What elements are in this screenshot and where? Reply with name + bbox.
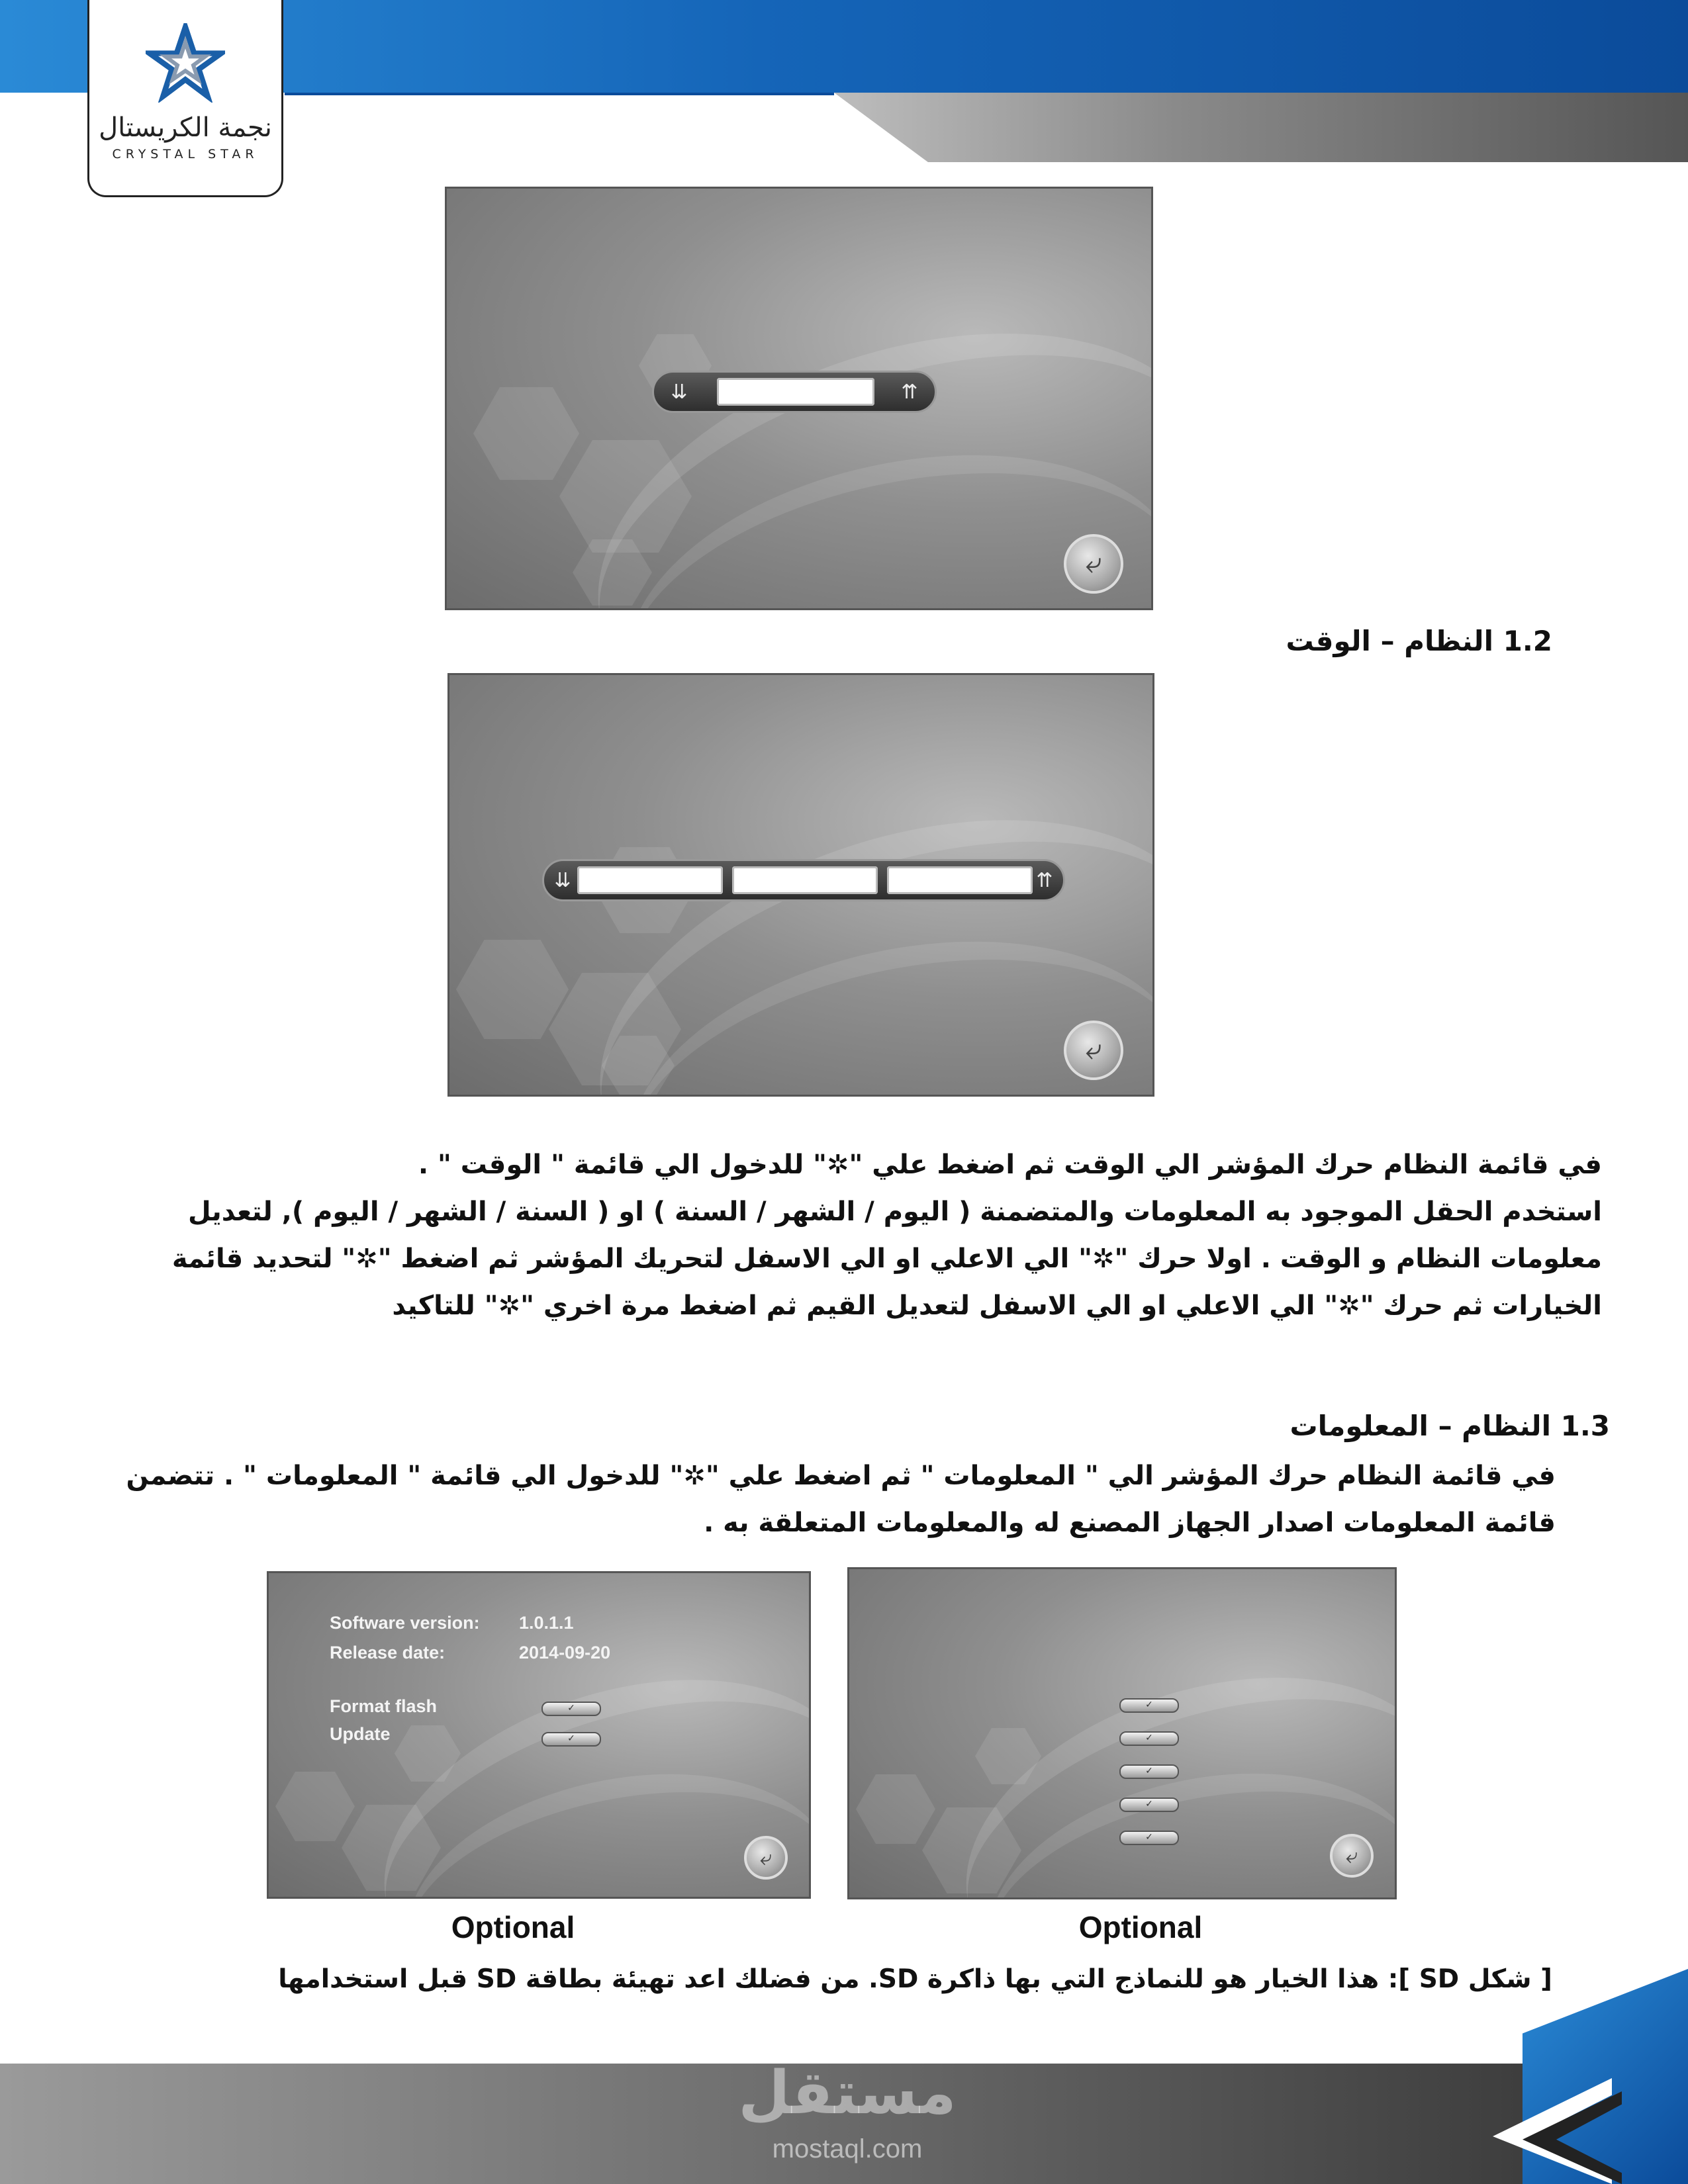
format-flash-label: Format flash: [330, 1696, 438, 1716]
section-1-2-heading: 1.2 النظام – الوقت: [1286, 625, 1552, 657]
optional-caption-left: Optional: [451, 1910, 575, 1944]
section-1-3-paragraph: [66, 1453, 1556, 1547]
option-confirm-button[interactable]: [1119, 1764, 1179, 1779]
star-logo-icon: [146, 23, 225, 103]
paragraph-line: في قائمة النظام حرك المؤشر الي الوقت ثم اضغط علي "✲" للدخول الي قائمة " الوقت " .: [418, 1150, 1602, 1180]
back-arrow-icon: ⤶: [1085, 546, 1102, 580]
checkmark-icon: ✓: [1145, 1700, 1153, 1710]
value-spinner[interactable]: [652, 371, 937, 413]
logo-arabic-text: نجمة الكريستال: [99, 113, 272, 143]
decrease-arrow-icon[interactable]: ⇊: [671, 381, 688, 404]
background-hexagon: [856, 1774, 935, 1844]
background-hexagon: [473, 387, 579, 480]
decrease-arrow-icon[interactable]: ⇊: [554, 869, 571, 892]
checkmark-icon: ✓: [1145, 1766, 1153, 1776]
header-divider: [285, 93, 834, 95]
software-version-value: 1.0.1.1: [519, 1613, 574, 1633]
back-arrow-icon: ⤶: [760, 1845, 772, 1870]
sd-note: [ شكل SD ]: هذا الخيار هو للنماذج التي بها ذاكرة SD. من فضلك اعد تهيئة بطاقة SD قبل استخدامها: [278, 1964, 1552, 1994]
logo-english-text: CRYSTAL STAR: [112, 147, 259, 161]
back-button[interactable]: [744, 1836, 788, 1880]
option-confirm-button[interactable]: [1119, 1831, 1179, 1845]
option-confirm-button[interactable]: [1119, 1731, 1179, 1746]
format-flash-confirm-button[interactable]: [541, 1702, 601, 1716]
section-1-2-paragraph: [79, 1142, 1602, 1330]
increase-arrow-icon[interactable]: ⇈: [1036, 869, 1053, 892]
checkmark-icon: ✓: [1145, 1733, 1153, 1743]
brand-logo: [87, 0, 283, 197]
checkmark-icon: ✓: [567, 1703, 575, 1713]
paragraph-line: في قائمة النظام حرك المؤشر الي " المعلومات " ثم اضغط علي "✲" للدخول الي قائمة " المعلومات " . تتضمن: [126, 1461, 1556, 1491]
back-button[interactable]: [1064, 534, 1123, 594]
year-field[interactable]: [887, 866, 1033, 894]
optional-caption-right: Optional: [1078, 1910, 1203, 1944]
month-field[interactable]: [732, 866, 878, 894]
date-spinner[interactable]: [542, 859, 1065, 901]
update-label: Update: [330, 1724, 391, 1744]
software-version-label: Software version:: [330, 1613, 480, 1633]
paragraph-line: استخدم الحقل الموجود به المعلومات والمتضمنة ( اليوم / الشهر / السنة ) او ( السنة / الشهر / اليوم ), لتعديل: [188, 1197, 1602, 1227]
back-button[interactable]: [1330, 1834, 1374, 1878]
header-gray-band: [834, 93, 1688, 162]
checkmark-icon: ✓: [1145, 1832, 1153, 1843]
device-screen-date-time: [447, 673, 1154, 1097]
paragraph-line: معلومات النظام و الوقت . اولا حرك "✲" الي الاعلي او الي الاسفل لتحريك المؤشر ثم اضغط "✲" لتحديد قائمة: [171, 1244, 1602, 1274]
device-screen-single-field: [445, 187, 1153, 610]
background-hexagon: [275, 1772, 355, 1841]
watermark-arabic: مستقل: [738, 2058, 957, 2128]
paragraph-line: الخيارات ثم حرك "✲" الي الاعلي او الي الاسفل لتعديل القيم ثم اضغط مرة اخري "✲" للتاكيد: [392, 1291, 1602, 1321]
release-date-value: 2014-09-20: [519, 1643, 611, 1662]
update-confirm-button[interactable]: [541, 1732, 601, 1747]
checkmark-icon: ✓: [1145, 1799, 1153, 1809]
paragraph-line: قائمة المعلومات اصدار الجهاز المصنع له والمعلومات المتعلقة به .: [704, 1508, 1556, 1538]
option-confirm-button[interactable]: [1119, 1698, 1179, 1713]
checkmark-icon: ✓: [567, 1733, 575, 1744]
section-1-3-heading: 1.3 النظام – المعلومات: [1289, 1410, 1610, 1442]
watermark-english: mostaql.com: [772, 2134, 923, 2163]
release-date-label: Release date:: [330, 1643, 445, 1662]
value-field[interactable]: [717, 378, 874, 406]
back-arrow-icon: ⤶: [1346, 1843, 1358, 1868]
back-button[interactable]: [1064, 1021, 1123, 1080]
option-confirm-button[interactable]: [1119, 1797, 1179, 1812]
back-arrow-icon: ⤶: [1085, 1032, 1102, 1066]
device-screen-sd-options: [847, 1567, 1397, 1899]
increase-arrow-icon[interactable]: ⇈: [901, 381, 918, 404]
device-screen-info: [267, 1571, 811, 1899]
day-field[interactable]: [577, 866, 723, 894]
